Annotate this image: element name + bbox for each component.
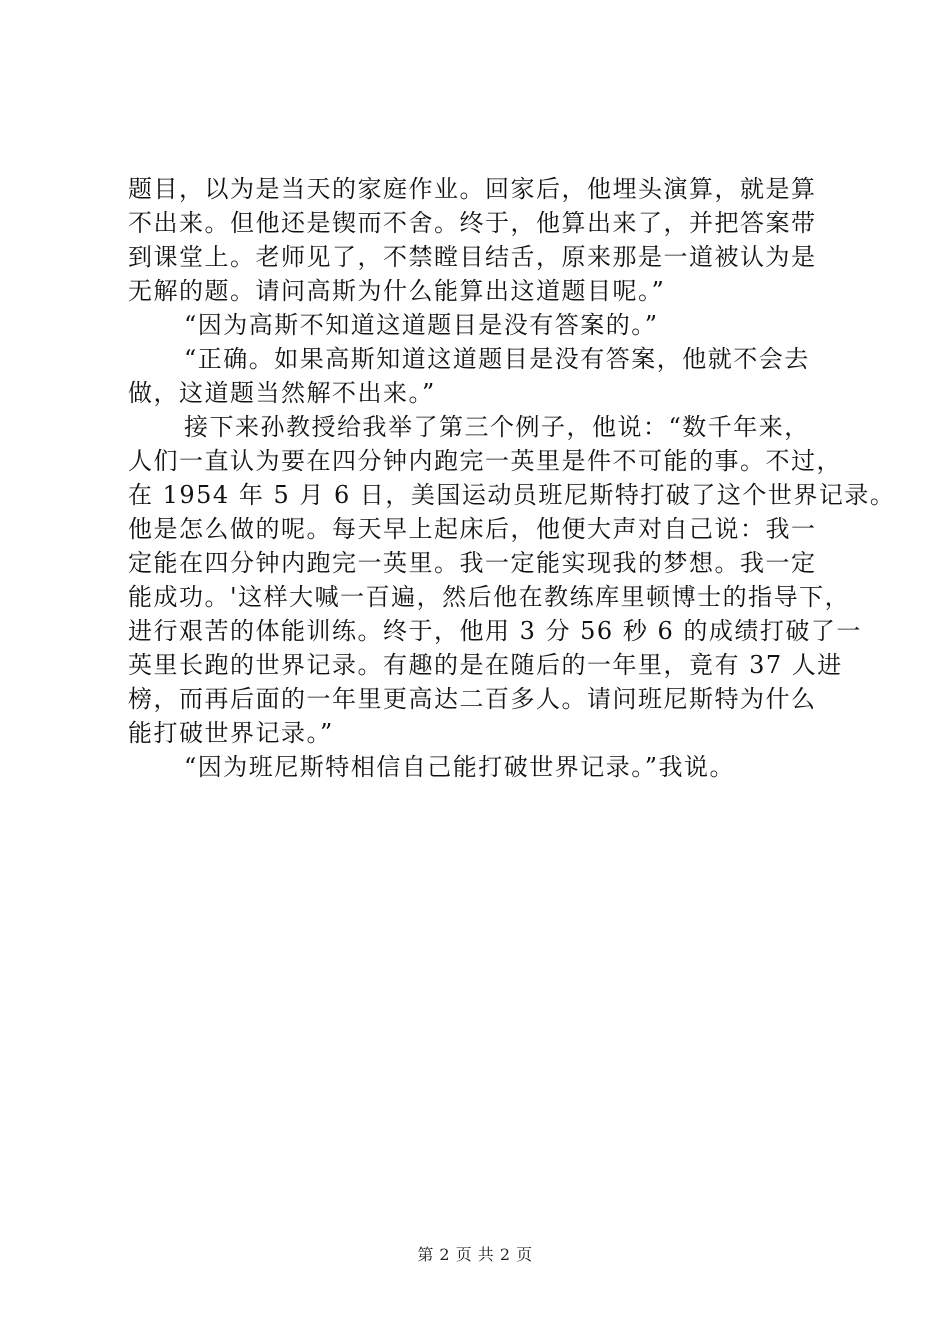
- text-line: 他是怎么做的呢。每天早上起床后，他便大声对自己说：我一: [128, 515, 817, 543]
- text-line: 人们一直认为要在四分钟内跑完一英里是件不可能的事。不过，: [128, 447, 842, 475]
- document-body: [128, 172, 896, 784]
- text-line: 到课堂上。老师见了，不禁瞠目结舌，原来那是一道被认为是: [128, 243, 817, 271]
- text-line: 榜，而再后面的一年里更高达二百多人。请问班尼斯特为什么: [128, 685, 817, 713]
- text-line: “正确。如果高斯知道这道题目是没有答案，他就不会去: [184, 345, 810, 373]
- text-line: 做，这道题当然解不出来。”: [128, 379, 436, 407]
- text-line: “因为班尼斯特相信自己能打破世界记录。”我说。: [184, 753, 736, 781]
- text-line: 定能在四分钟内跑完一英里。我一定能实现我的梦想。我一定: [128, 549, 817, 577]
- page-number-footer: 第 2 页 共 2 页: [417, 1245, 533, 1264]
- text-line: 进行艰苦的体能训练。终于，他用 3 分 56 秒 6 的成绩打破了一: [128, 617, 862, 645]
- text-line: 英里长跑的世界记录。有趣的是在随后的一年里，竟有 37 人进: [128, 651, 843, 679]
- text-line: 能打破世界记录。”: [128, 719, 334, 747]
- text-line: 能成功。'这样大喊一百遍，然后他在教练库里顿博士的指导下，: [128, 583, 851, 611]
- text-line: “因为高斯不知道这道题目是没有答案的。”: [184, 311, 659, 339]
- text-line: 无解的题。请问高斯为什么能算出这道题目呢。”: [128, 277, 666, 305]
- text-line: 在 1954 年 5 月 6 日，美国运动员班尼斯特打破了这个世界记录。: [128, 481, 896, 509]
- text-line: 题目，以为是当天的家庭作业。回家后，他埋头演算，就是算: [128, 175, 817, 203]
- text-line: 不出来。但他还是锲而不舍。终于，他算出来了，并把答案带: [128, 209, 817, 237]
- text-line: 接下来孙教授给我举了第三个例子，他说：“数千年来，: [184, 413, 810, 441]
